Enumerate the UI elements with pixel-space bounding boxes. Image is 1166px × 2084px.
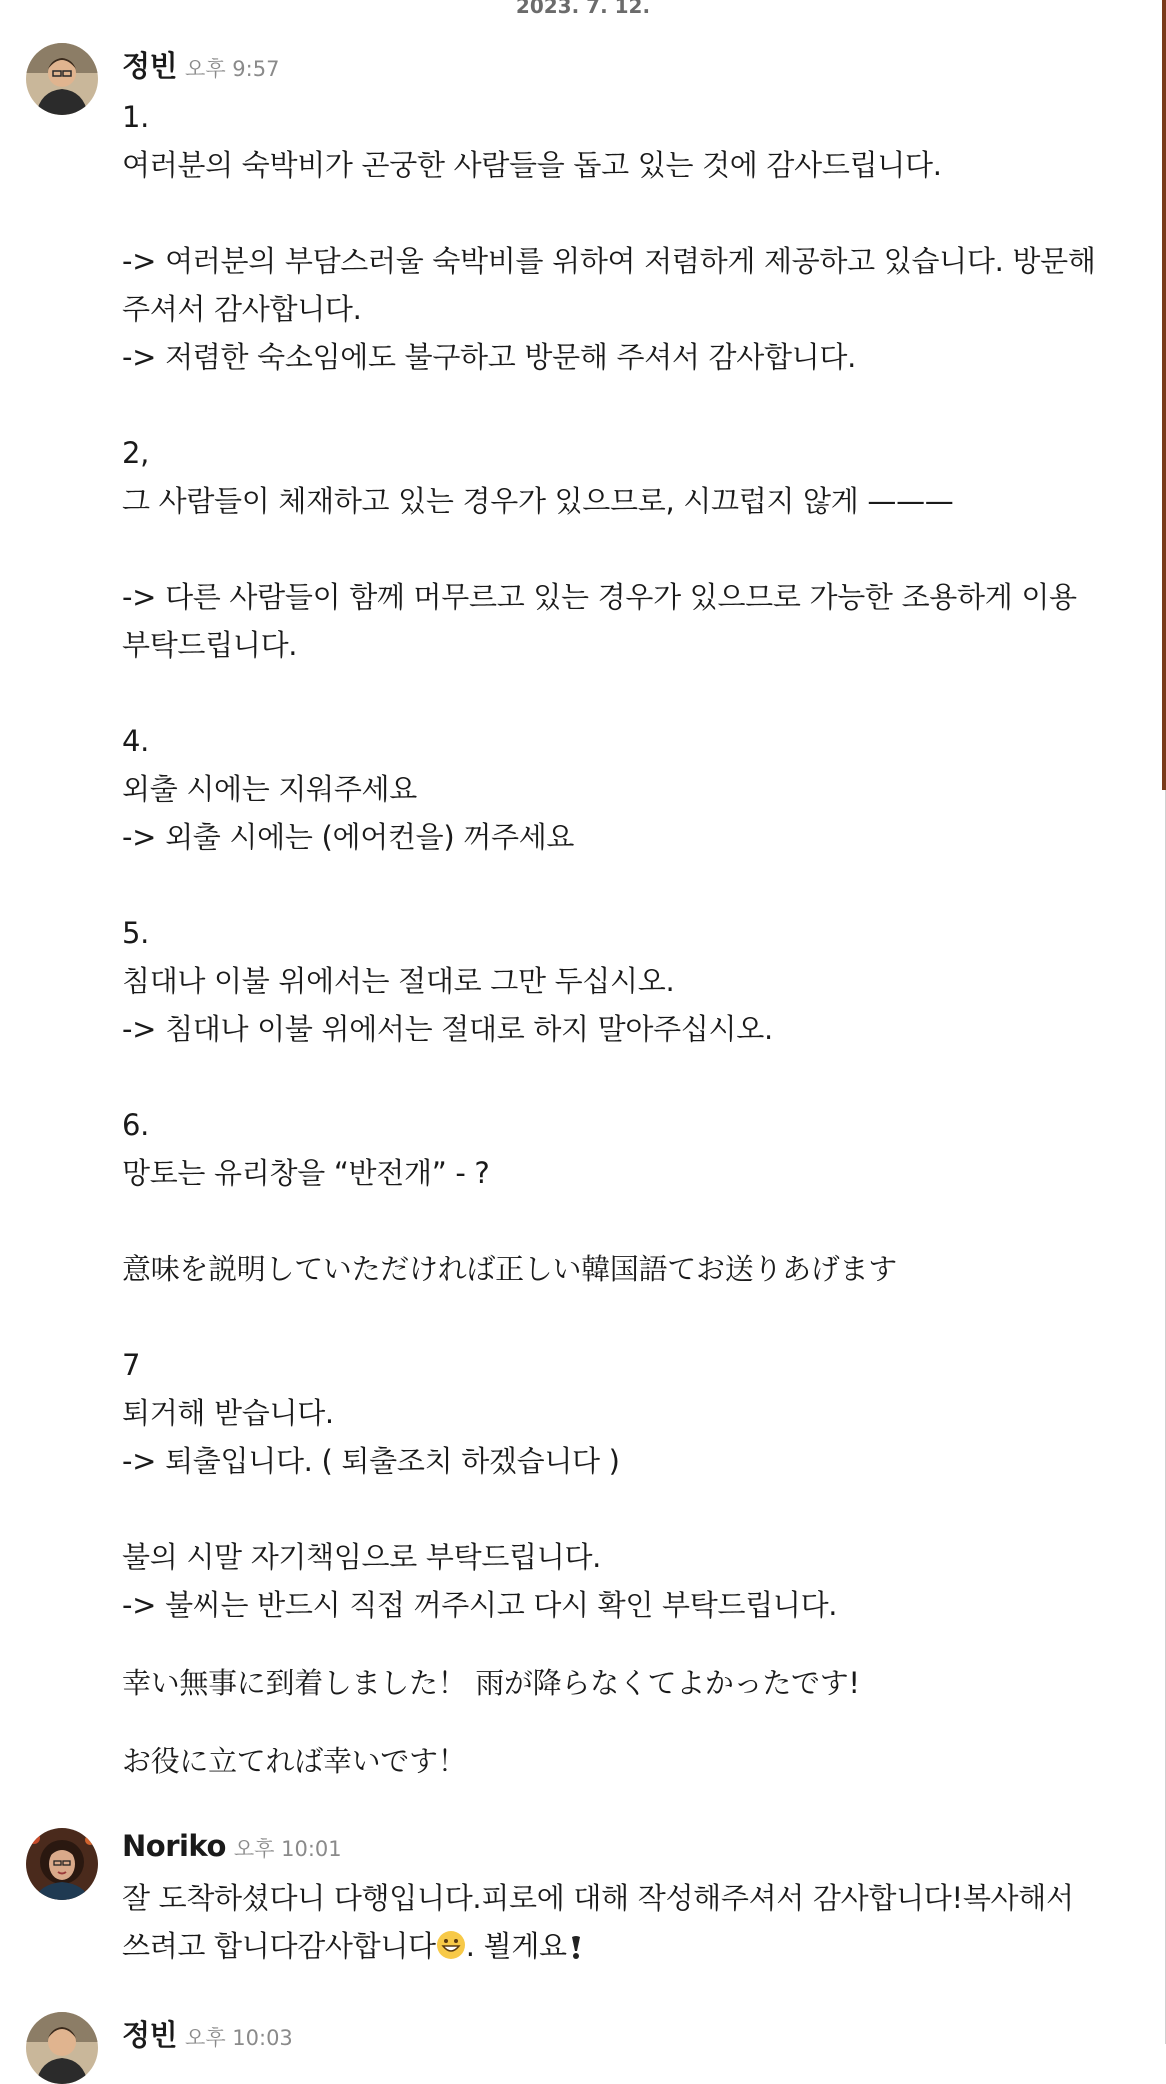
message-header (122, 2013, 293, 2054)
avatar-photo-woman (26, 1828, 98, 1900)
message-line (122, 861, 1082, 909)
line-spacer (122, 1629, 1082, 1659)
message-line (122, 381, 1082, 429)
message-line: 1. (122, 100, 150, 134)
sender-name[interactable]: 정빈 (122, 2018, 178, 2052)
message-line: 주셔서 감사합니다. (122, 292, 362, 326)
message-line (122, 1053, 1082, 1101)
message-line: -> 침대나 이불 위에서는 절대로 하지 말아주십시오. (122, 1012, 773, 1046)
message-line (122, 525, 1082, 573)
message-line: -> 다른 사람들이 함께 머무르고 있는 경우가 있으므로 가능한 조용하게 이용 (122, 580, 1077, 614)
date-divider: 2023. 7. 12. (515, 0, 651, 18)
avatar-photo-man (26, 2012, 98, 2084)
avatar-photo-man (26, 43, 98, 115)
message-line: 외출 시에는 지워주세요 (122, 772, 417, 806)
message-line: -> 퇴출입니다. ( 퇴출조치 하겠습니다 ) (122, 1444, 620, 1478)
message-time: 오후 10:03 (185, 2026, 293, 2050)
message-text: 쓰려고 합니다감사합니다 (122, 1929, 436, 1963)
avatar[interactable] (26, 43, 98, 115)
message-line: -> 여러분의 부담스러울 숙박비를 위하여 저렴하게 제공하고 있습니다. 방문해 (122, 244, 1096, 278)
message-line (122, 1485, 1082, 1533)
message-line: 부탁드립니다. (122, 628, 298, 662)
sender-name[interactable]: 정빈 (122, 49, 178, 83)
message-time: 오후 10:01 (233, 1837, 342, 1861)
line-spacer (122, 1707, 1082, 1737)
message-line: -> 불씨는 반드시 직접 꺼주시고 다시 확인 부탁드립니다. (122, 1588, 838, 1622)
message-line: 침대나 이불 위에서는 절대로 그만 두십시오. (122, 964, 675, 998)
message-line (122, 189, 1082, 237)
message-line: 망토는 유리창을 “반전개” - ? (122, 1156, 490, 1190)
message-line (122, 1197, 1082, 1245)
message-line: 퇴거해 받습니다. (122, 1396, 334, 1430)
avatar[interactable] (26, 1828, 98, 1900)
message-line: 7 (122, 1348, 141, 1382)
message-header (122, 1829, 342, 1863)
message-line: 幸い無事に到着しました！ 雨が降らなくてよかったです! (122, 1666, 860, 1700)
message-line: 6. (122, 1108, 150, 1142)
message-line: 2, (122, 436, 150, 470)
grinning-face-icon (436, 1930, 466, 1960)
message-line: 5. (122, 916, 150, 950)
message-line: 여러분의 숙박비가 곤궁한 사람들을 돕고 있는 것에 감사드립니다. (122, 148, 942, 182)
message-body (122, 1874, 1082, 1970)
message-line: -> 저렴한 숙소임에도 불구하고 방문해 주셔서 감사합니다. (122, 340, 857, 374)
message-header (122, 44, 279, 85)
message-line: お役に立てれば幸いです！ (122, 1744, 467, 1778)
message-line: -> 외출 시에는 (에어컨을) 꺼주세요 (122, 820, 575, 854)
message-time: 오후 9:57 (185, 57, 280, 81)
message-line: 意味を説明していただければ正しい韓国語てお送りあげます (122, 1252, 897, 1286)
message-text: . 뵐게요 (465, 1929, 567, 1963)
message-line: 불의 시말 자기책임으로 부탁드립니다. (122, 1540, 602, 1574)
message-line (122, 669, 1082, 717)
exclamation-mark-icon (569, 1934, 583, 1962)
message-line: 4. (122, 724, 150, 758)
sender-name[interactable]: Noriko (122, 1829, 226, 1863)
message-line: 잘 도착하셨다니 다행입니다.피로에 대해 작성해주셔서 감사합니다!복사해서 (122, 1881, 1074, 1915)
message-line-with-emoji (122, 1922, 1082, 1970)
message-line: 그 사람들이 체재하고 있는 경우가 있으므로, 시끄럽지 않게 ——— (122, 484, 954, 518)
message-body (122, 93, 1096, 1785)
message-line (122, 1293, 1082, 1341)
avatar[interactable] (26, 2012, 98, 2084)
scrollbar-thumb[interactable] (1162, 0, 1166, 790)
